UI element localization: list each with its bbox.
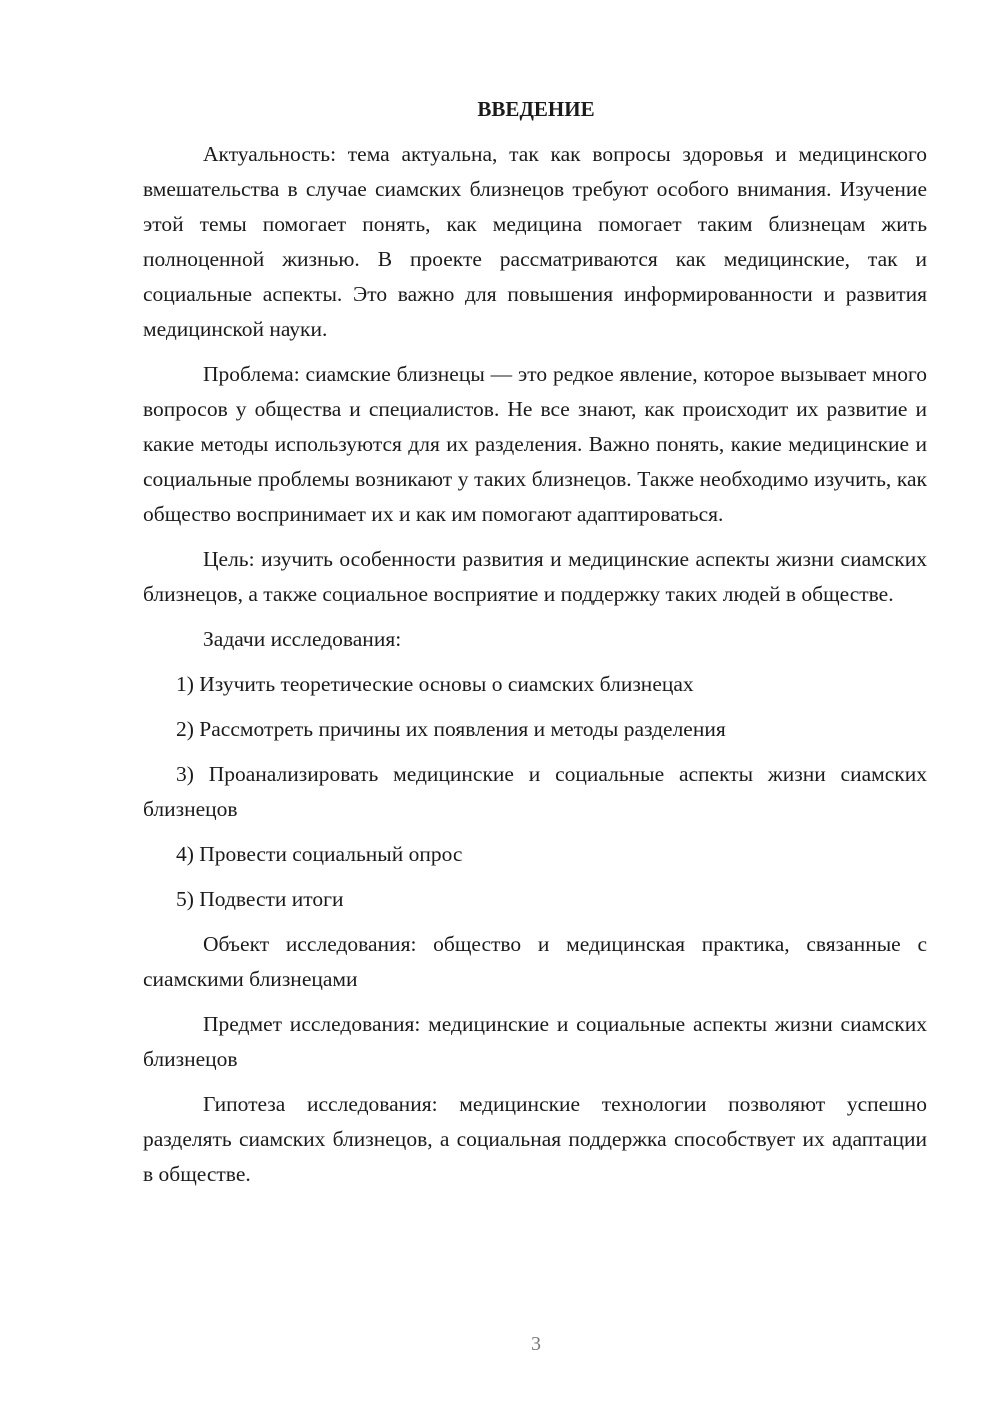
task-item: 4) Провести социальный опрос bbox=[176, 842, 463, 866]
task-item: 3) Проанализировать медицинские и социальные аспекты жизни сиамских близнецов bbox=[143, 762, 927, 821]
task-item: 2) Рассмотреть причины их появления и методы разделения bbox=[176, 717, 726, 741]
task-item: 5) Подвести итоги bbox=[176, 887, 344, 911]
page-number: 3 bbox=[531, 1333, 541, 1355]
subject-paragraph: Предмет исследования: медицинские и социальные аспекты жизни сиамских близнецов bbox=[143, 1012, 927, 1071]
hypothesis-paragraph: Гипотеза исследования: медицинские технологии позволяют успешно разделять сиамских близнецов, а социальная поддержка способствует их адаптации в обществе. bbox=[143, 1092, 927, 1186]
document-body bbox=[143, 92, 927, 1202]
task-item: 1) Изучить теоретические основы о сиамских близнецах bbox=[176, 672, 694, 696]
goal-paragraph: Цель: изучить особенности развития и медицинские аспекты жизни сиамских близнецов, а также социальное восприятие и поддержку таких людей в обществе. bbox=[143, 547, 927, 606]
problem-paragraph: Проблема: сиамские близнецы — это редкое явление, которое вызывает много вопросов у общества и специалистов. Не все знают, как происходит их развитие и какие методы используются для их разделения. Важно понять, какие медицинские и социальные проблемы возникают у таких близнецов. Также необходимо изучить, как общество воспринимает их и как им помогают адаптироваться. bbox=[143, 362, 927, 526]
page-title: ВВЕДЕНИЕ bbox=[477, 97, 595, 121]
object-paragraph: Объект исследования: общество и медицинская практика, связанные с сиамскими близнецами bbox=[143, 932, 927, 991]
tasks-heading: Задачи исследования: bbox=[203, 627, 402, 651]
relevance-paragraph: Актуальность: тема актуальна, так как вопросы здоровья и медицинского вмешательства в случае сиамских близнецов требуют особого внимания. Изучение этой темы помогает понять, как медицина помогает таким близнецам жить полноценной жизнью. В проекте рассматриваются как медицинские, так и социальные аспекты. Это важно для повышения информированности и развития медицинской науки. bbox=[143, 142, 927, 341]
